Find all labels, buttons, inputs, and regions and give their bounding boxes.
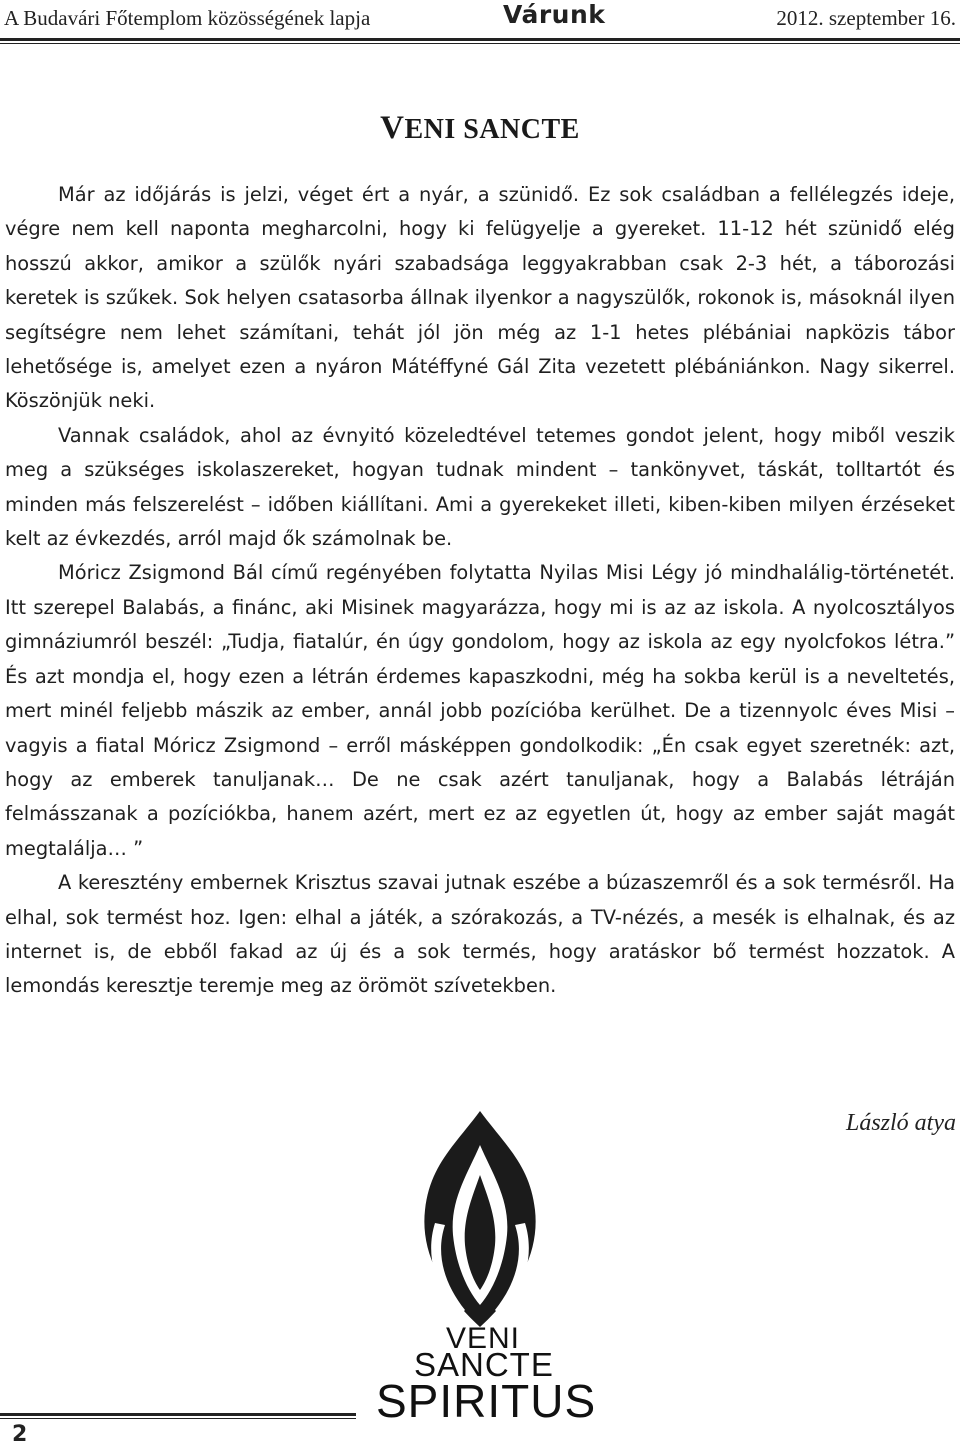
header-rule — [0, 38, 960, 41]
logo-line-spiritus: SPIRITUS — [376, 1375, 597, 1427]
paragraph-4: A keresztény embernek Krisztus szavai jutnak eszébe a búzaszemről és a sok termésről. Ha elhal, sok termést hoz. Igen: elhal a játék, a szórakozás, a TV-nézés, a mesék is elhalnak, és az internet is, de ebből fakad az új és a sok termés, hogy aratáskor bő termést hozzatok. A lemondás keresztje teremje meg az örömöt szívetekben. — [5, 871, 955, 998]
veni-sancte-spiritus-logo — [376, 1322, 597, 1430]
paragraph-3: Móricz Zsigmond Bál című regényében folytatta Nyilas Misi Légy jó mindhalálig-történetét. Itt szerepel Balabás, a finánc, aki Misinek magyarázza, hogy mi is az az iskola. A nyolcosztályos gimnáziumról beszél: „Tudja, fiatalúr, én úgy gondolom, hogy az iskola az egy nyolcfokos létra.” És azt mondja el, hogy ezen a létrán érdemes kapaszkodni, még ha sokba kerül is a neveltetés, mert minél feljebb mászik az ember, annál jobb pozícióba kerülhet. De a tizennyolc éves Misi – vagyis a fiatal Móricz Zsigmond – erről másképpen gondolkodik: „Én csak egyet szeretnék: azt, hogy az emberek tanuljanak… De ne csak azért tanuljanak, hogy a Balabás létráján felmásszanak a pozíciókba, hanem azért, mert ez az egyetlen út, hogy az ember saját magát megtalálja… ” — [5, 561, 955, 860]
publication-subtitle: A Budavári Főtemplom közösségének lapja — [4, 6, 371, 30]
signature: László atya — [845, 1110, 956, 1136]
paragraph-2: Vannak családok, ahol az évnyitó közeledtével tetemes gondot jelent, hogy miből veszik meg a szükséges iskolaszereket, hogyan tudnak mindent – tankönyvet, táskát, tolltartót és minden más felszerelést – időben kiállítani. Ami a gyerekeket illeti, kiben-kiben milyen érzéseket kelt az évkezdés, arról majd ők számolnak be. — [5, 423, 955, 551]
issue-date: 2012. szeptember 16. — [776, 6, 956, 30]
footer-rule-thin — [0, 1418, 356, 1419]
article-body — [5, 178, 955, 1004]
footer-rule — [0, 1413, 356, 1416]
page-header — [0, 0, 960, 44]
paragraph-1: Már az időjárás is jelzi, véget ért a nyár, a szünidő. Ez sok családban a fellélegzés ideje, végre nem kell naponta megharcolni, hogy ki felügyelje a gyereket. 11-12 hét szünidő elég hosszú akkor, amikor a szülők nyári szabadsága leggyakrabban csak 2-3 hét, a táborozási keretek is szűkek. Sok helyen csatasorba állnak ilyenkor a nagyszülők, rokonok is, másoknál ilyen segítségre nem lehet számítani, tehát jól jön még az 1-1 hetes plébániai napközis tábor lehetősége is, amelyet ezen a nyáron Mátéffyné Gál Zita vezetett plébániánkon. Nagy sikerrel. Köszönjük neki. — [5, 183, 955, 413]
logo-line-veni: VENI — [446, 1322, 521, 1355]
publication-title: Várunk — [503, 0, 606, 29]
logo-line-sancte: SANCTE — [414, 1346, 554, 1383]
article-title: VENI SANCTE — [380, 110, 580, 146]
page-number: 2 — [12, 1422, 28, 1447]
flame-icon — [385, 1105, 575, 1335]
header-rule-thin — [0, 43, 960, 44]
